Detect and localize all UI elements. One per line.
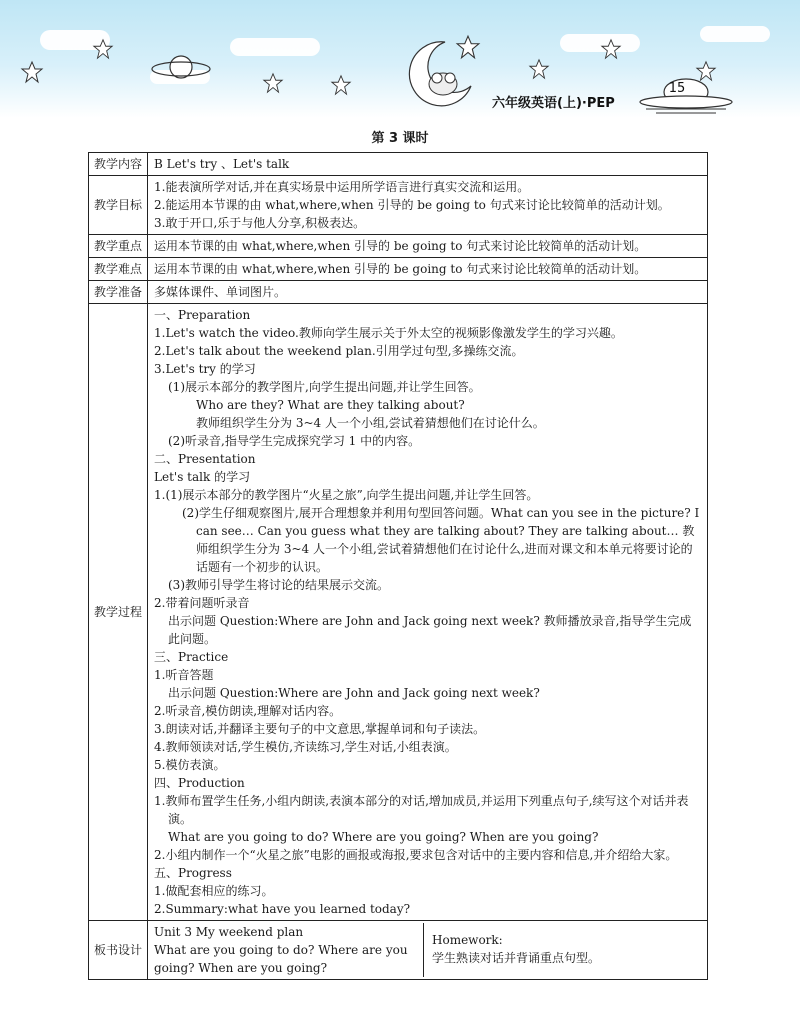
cloud-icon	[230, 38, 320, 56]
objectives-cell	[148, 176, 708, 235]
book-title: 六年级英语(上)·PEP	[492, 96, 615, 111]
process-cell	[148, 304, 708, 921]
list-item: (2)听录音,指导学生完成探究学习 1 中的内容。	[168, 434, 421, 448]
list-item: 5.模仿表演。	[154, 758, 226, 772]
row-label: 教学内容	[89, 153, 148, 176]
board-cell	[148, 921, 708, 980]
row-label: 教学过程	[89, 304, 148, 921]
section-heading: 三、Practice	[154, 650, 229, 664]
row-content	[89, 153, 708, 176]
list-item: 3.敢于开口,乐于与他人分享,积极表达。	[154, 216, 366, 230]
list-item: 2.能运用本节课的由 what,where,when 引导的 be going to 句式来讨论比较简单的活动计划。	[154, 198, 670, 212]
preparation-value: 多媒体课件、单词图片。	[148, 281, 708, 304]
list-item: 2.小组内制作一个“火星之旅”电影的画报或海报,要求包含对话中的主要内容和信息,并介绍给大家。	[154, 848, 678, 862]
star-icon	[262, 72, 284, 94]
list-item: 1.能表演所学对话,并在真实场景中运用所学语言进行真实交流和运用。	[154, 180, 530, 194]
list-item: 教师组织学生分为 3~4 人一个小组,尝试着猜想他们在讨论什么。	[196, 416, 545, 430]
star-icon	[528, 58, 550, 80]
section-heading: 五、Progress	[154, 866, 232, 880]
list-item: 1.(1)展示本部分的教学图片“火星之旅”,向学生提出问题,并让学生回答。	[154, 488, 539, 502]
row-label: 教学目标	[89, 176, 148, 235]
row-label: 教学重点	[89, 235, 148, 258]
list-item: 1.听音答题	[154, 668, 214, 682]
star-icon	[600, 38, 622, 60]
list-item: Let's talk 的学习	[154, 470, 251, 484]
list-item: 2.Summary:what have you learned today?	[154, 902, 411, 916]
section-heading: 二、Presentation	[154, 452, 256, 466]
row-board-design	[89, 921, 708, 980]
decorative-banner	[0, 0, 800, 118]
moon-mascot-icon	[405, 38, 475, 108]
board-sentences: What are you going to do? Where are you going? When are you going?	[154, 943, 408, 975]
lesson-title: 第 3 课时	[371, 131, 429, 146]
list-item: (2)学生仔细观察图片,展开合理想象并利用句型回答问题。What can you see in the picture? I can see… Can you guess what they are talking about? They are talking about… 教师组织学生分为 3~4 人一个小组,尝试着猜想他们在讨论什么,进而对课文和本单元将要讨论的话题有一个初步的认识。	[182, 506, 700, 574]
row-label: 教学准备	[89, 281, 148, 304]
list-item: (3)教师引导学生将讨论的结果展示交流。	[168, 578, 389, 592]
homework-label: Homework:	[432, 933, 503, 947]
row-difficulties	[89, 258, 708, 281]
lesson-plan-table	[88, 152, 708, 980]
page-number: 15	[668, 81, 686, 96]
cloud-icon	[700, 26, 770, 42]
star-icon	[330, 74, 352, 96]
board-heading: Unit 3 My weekend plan	[154, 925, 304, 939]
list-item: What are you going to do? Where are you going? When are you going?	[168, 830, 599, 844]
list-item: 2.听录音,模仿朗读,理解对话内容。	[154, 704, 342, 718]
row-key-points	[89, 235, 708, 258]
list-item: 1.教师布置学生任务,小组内朗读,表演本部分的对话,增加成员,并运用下列重点句子,续写这个对话并表演。	[154, 794, 689, 826]
list-item: 2.Let's talk about the weekend plan.引用学过句型,多操练交流。	[154, 344, 524, 358]
row-preparation	[89, 281, 708, 304]
key-points-value: 运用本节课的由 what,where,when 引导的 be going to 句式来讨论比较简单的活动计划。	[148, 235, 708, 258]
list-item: 3.朗读对话,并翻译主要句子的中文意思,掌握单词和句子读法。	[154, 722, 486, 736]
list-item: 2.带着问题听录音	[154, 596, 250, 610]
list-item: 出示问题 Question:Where are John and Jack going next week? 教师播放录音,指导学生完成此问题。	[168, 614, 692, 646]
list-item: Who are they? What are they talking about?	[196, 398, 465, 412]
star-icon	[20, 60, 44, 84]
list-item: 出示问题 Question:Where are John and Jack going next week?	[168, 686, 540, 700]
section-heading: 一、Preparation	[154, 308, 251, 322]
board-left	[154, 923, 424, 977]
section-heading: 四、Production	[154, 776, 245, 790]
difficulties-value: 运用本节课的由 what,where,when 引导的 be going to 句式来讨论比较简单的活动计划。	[148, 258, 708, 281]
list-item: 4.教师领读对话,学生模仿,齐读练习,学生对话,小组表演。	[154, 740, 457, 754]
row-process	[89, 304, 708, 921]
list-item: 1.Let's watch the video.教师向学生展示关于外太空的视频影像激发学生的学习兴趣。	[154, 326, 623, 340]
row-label: 教学难点	[89, 258, 148, 281]
row-label: 板书设计	[89, 921, 148, 980]
list-item: 1.做配套相应的练习。	[154, 884, 274, 898]
board-right	[424, 923, 701, 977]
star-icon	[92, 38, 114, 60]
list-item: (1)展示本部分的教学图片,向学生提出问题,并让学生回答。	[168, 380, 481, 394]
list-item: 3.Let's try 的学习	[154, 362, 256, 376]
content-value: B Let's try 、Let's talk	[148, 153, 708, 176]
planet-icon	[150, 50, 212, 84]
row-objectives	[89, 176, 708, 235]
homework-text: 学生熟读对话并背诵重点句型。	[432, 951, 601, 965]
